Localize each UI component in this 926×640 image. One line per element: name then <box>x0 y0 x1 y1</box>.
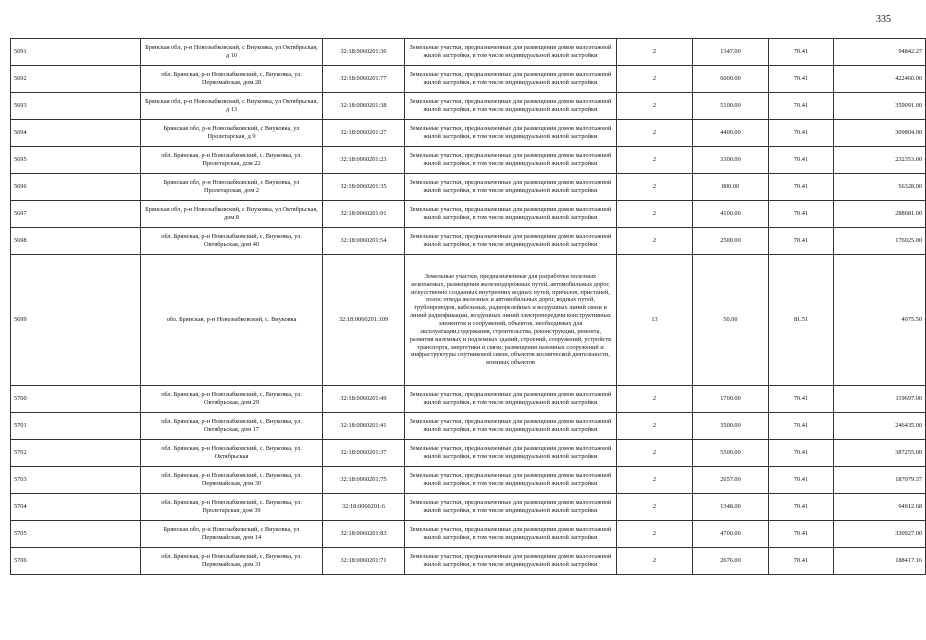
table-row <box>11 440 926 467</box>
row-number-cell: 5699 <box>11 255 141 386</box>
cadastral-number-cell: 32:18:0060201:49 <box>323 386 405 413</box>
address-cell: обл. Брянская, р-н Новозыбковский, с. Внуковка, ул. Первомайская, дом 30 <box>141 467 323 494</box>
row-number-cell: 5697 <box>11 201 141 228</box>
area-cell: 3500.00 <box>693 413 769 440</box>
address-cell: обл. Брянская, р-н Новозыбковский, с. Внуковка <box>141 255 323 386</box>
area-cell: 1347.00 <box>693 39 769 66</box>
address-cell: Брянская обл, р-н Новозыбковский, с Внуковка, ул Пролетарская, д 9 <box>141 120 323 147</box>
table-row <box>11 93 926 120</box>
row-number-cell: 5701 <box>11 413 141 440</box>
cadastral-value-cell: 232353.00 <box>834 147 926 174</box>
table-row <box>11 521 926 548</box>
use-category-cell: 2 <box>617 386 693 413</box>
area-cell: 6000.00 <box>693 66 769 93</box>
area-cell: 1700.00 <box>693 386 769 413</box>
address-cell: Брянская обл, р-н Новозыбковский, с Внуковка, ул Первомайская, дом 14 <box>141 521 323 548</box>
cadastral-value-cell: 4075.50 <box>834 255 926 386</box>
table-row <box>11 467 926 494</box>
cadastral-number-cell: 32:18:0060201:37 <box>323 440 405 467</box>
specific-value-cell: 70.41 <box>769 386 834 413</box>
cadastral-number-cell: 32:18:0060201:27 <box>323 120 405 147</box>
table-row <box>11 147 926 174</box>
specific-value-cell: 70.41 <box>769 201 834 228</box>
use-category-cell: 2 <box>617 494 693 521</box>
cadastral-value-cell: 309804.00 <box>834 120 926 147</box>
row-number-cell: 5700 <box>11 386 141 413</box>
specific-value-cell: 70.41 <box>769 93 834 120</box>
table-row <box>11 66 926 93</box>
use-category-cell: 2 <box>617 440 693 467</box>
table-body <box>11 39 926 575</box>
cadastral-value-cell: 94842.27 <box>834 39 926 66</box>
cadastral-number-cell: 32:18:0060201:83 <box>323 521 405 548</box>
cadastral-value-cell: 176025.00 <box>834 228 926 255</box>
land-use-cell: Земельные участки, предназначенные для размещения домов малоэтажной жилой застройки, в том числе индивидуальной жилой застройки <box>405 386 617 413</box>
cadastral-number-cell: 32:18:0060201:75 <box>323 467 405 494</box>
area-cell: 4400.00 <box>693 120 769 147</box>
address-cell: обл. Брянская, р-н Новозыбковский, с. Внуковка, ул. Октябрьская, дом 40 <box>141 228 323 255</box>
use-category-cell: 2 <box>617 228 693 255</box>
land-use-cell: Земельные участки, предназначенные для размещения домов малоэтажной жилой застройки, в том числе индивидуальной жилой застройки <box>405 147 617 174</box>
area-cell: 3300.00 <box>693 147 769 174</box>
land-use-cell: Земельные участки, предназначенные для размещения домов малоэтажной жилой застройки, в том числе индивидуальной жилой застройки <box>405 413 617 440</box>
table-row <box>11 174 926 201</box>
specific-value-cell: 70.41 <box>769 120 834 147</box>
area-cell: 50.00 <box>693 255 769 386</box>
cadastral-value-cell: 288681.00 <box>834 201 926 228</box>
row-number-cell: 5702 <box>11 440 141 467</box>
cadastral-value-cell: 56328.00 <box>834 174 926 201</box>
cadastral-value-cell: 188417.16 <box>834 548 926 575</box>
land-use-cell: Земельные участки, предназначенные для размещения домов малоэтажной жилой застройки, в том числе индивидуальной жилой застройки <box>405 548 617 575</box>
cadastral-value-cell: 187079.37 <box>834 467 926 494</box>
use-category-cell: 2 <box>617 174 693 201</box>
cadastral-value-cell: 330927.00 <box>834 521 926 548</box>
table-row <box>11 548 926 575</box>
land-use-cell: Земельные участки, предназначенные для размещения домов малоэтажной жилой застройки, в том числе индивидуальной жилой застройки <box>405 494 617 521</box>
area-cell: 2676.00 <box>693 548 769 575</box>
specific-value-cell: 70.41 <box>769 440 834 467</box>
table-row <box>11 228 926 255</box>
row-number-cell: 5706 <box>11 548 141 575</box>
area-cell: 4100.00 <box>693 201 769 228</box>
table-row <box>11 494 926 521</box>
specific-value-cell: 81.51 <box>769 255 834 386</box>
address-cell: обл. Брянская, р-н Новозыбковский, с. Внуковка, ул. Октябрьская, дом 17 <box>141 413 323 440</box>
land-use-cell: Земельные участки, предназначенные для размещения домов малоэтажной жилой застройки, в том числе индивидуальной жилой застройки <box>405 201 617 228</box>
area-cell: 2657.00 <box>693 467 769 494</box>
table-row <box>11 39 926 66</box>
use-category-cell: 2 <box>617 120 693 147</box>
use-category-cell: 2 <box>617 413 693 440</box>
cadastral-value-cell: 387255.00 <box>834 440 926 467</box>
address-cell: Брянская обл, р-н Новозыбковский, с Внуковка, ул Октябрьская, д 10 <box>141 39 323 66</box>
cadastral-value-cell: 422460.00 <box>834 66 926 93</box>
specific-value-cell: 70.41 <box>769 548 834 575</box>
specific-value-cell: 70.41 <box>769 66 834 93</box>
use-category-cell: 13 <box>617 255 693 386</box>
address-cell: обл. Брянская, р-н Новозыбковский, с. Внуковка, ул. Первомайская, дом 31 <box>141 548 323 575</box>
use-category-cell: 2 <box>617 93 693 120</box>
land-use-cell: Земельные участки, предназначенные для размещения домов малоэтажной жилой застройки, в том числе индивидуальной жилой застройки <box>405 174 617 201</box>
cadastral-number-cell: 32:18:0060201:109 <box>323 255 405 386</box>
address-cell: Брянская обл, р-н Новозыбковский, с Внуковка, ул Октябрьская, дом 8 <box>141 201 323 228</box>
table-row <box>11 413 926 440</box>
table-row <box>11 120 926 147</box>
cadastral-number-cell: 32:18:0060201:36 <box>323 39 405 66</box>
row-number-cell: 5694 <box>11 120 141 147</box>
land-use-cell: Земельные участки, предназначенные для размещения домов малоэтажной жилой застройки, в том числе индивидуальной жилой застройки <box>405 521 617 548</box>
cadastral-value-cell: 246435.00 <box>834 413 926 440</box>
address-cell: обл. Брянская, р-н Новозыбковский, с. Внуковка, ул. Октябрьская <box>141 440 323 467</box>
land-use-cell: Земельные участки, предназначенные для разработки полезных ископаемых, размещения железнодорожных путей, автомобильных дорог, искусственно созданных внутренних водных путей, причалов, пристаней, полос отвода железных и автомобильных дорог, водных путей, трубопроводов, кабельных, радиорелейных и воздушных линий связи и линий радиофикации, воздушных линий электропередачи конструктивных элементов и сооружений, объектов, необходимых для эксплуатации,содержания, строительства, реконструкции, ремонта, развития наземных и подземных зданий, строений, сооружений, устройств транспорта, энергетики и связи; размещения наземных сооружений и инфраструктуры спутниковой связи, объектов космической деятельности, военных объектов <box>405 255 617 386</box>
cadastral-value-cell: 359091.00 <box>834 93 926 120</box>
table-row <box>11 255 926 386</box>
row-number-cell: 5704 <box>11 494 141 521</box>
cadastral-value-cell: 94912.68 <box>834 494 926 521</box>
use-category-cell: 2 <box>617 467 693 494</box>
specific-value-cell: 70.41 <box>769 228 834 255</box>
area-cell: 800.00 <box>693 174 769 201</box>
row-number-cell: 5695 <box>11 147 141 174</box>
specific-value-cell: 70.41 <box>769 467 834 494</box>
row-number-cell: 5703 <box>11 467 141 494</box>
use-category-cell: 2 <box>617 66 693 93</box>
specific-value-cell: 70.41 <box>769 494 834 521</box>
cadastral-number-cell: 32:18:0060201:71 <box>323 548 405 575</box>
use-category-cell: 2 <box>617 147 693 174</box>
cadastral-number-cell: 32:18:0060201:91 <box>323 201 405 228</box>
land-use-cell: Земельные участки, предназначенные для размещения домов малоэтажной жилой застройки, в том числе индивидуальной жилой застройки <box>405 93 617 120</box>
area-cell: 5100.00 <box>693 93 769 120</box>
land-use-cell: Земельные участки, предназначенные для размещения домов малоэтажной жилой застройки, в том числе индивидуальной жилой застройки <box>405 120 617 147</box>
use-category-cell: 2 <box>617 39 693 66</box>
land-use-cell: Земельные участки, предназначенные для размещения домов малоэтажной жилой застройки, в том числе индивидуальной жилой застройки <box>405 39 617 66</box>
address-cell: обл. Брянская, р-н Новозыбковский, с. Внуковка, ул. Пролетарская, дом 39 <box>141 494 323 521</box>
land-use-cell: Земельные участки, предназначенные для размещения домов малоэтажной жилой застройки, в том числе индивидуальной жилой застройки <box>405 467 617 494</box>
cadastral-number-cell: 32:18:0060201:6 <box>323 494 405 521</box>
row-number-cell: 5696 <box>11 174 141 201</box>
table-row <box>11 386 926 413</box>
specific-value-cell: 70.41 <box>769 521 834 548</box>
cadastral-value-cell: 119697.00 <box>834 386 926 413</box>
land-use-cell: Земельные участки, предназначенные для размещения домов малоэтажной жилой застройки, в том числе индивидуальной жилой застройки <box>405 440 617 467</box>
cadastral-number-cell: 32:18:0060201:23 <box>323 147 405 174</box>
area-cell: 5500.00 <box>693 440 769 467</box>
row-number-cell: 5698 <box>11 228 141 255</box>
land-use-cell: Земельные участки, предназначенные для размещения домов малоэтажной жилой застройки, в том числе индивидуальной жилой застройки <box>405 66 617 93</box>
area-cell: 1348.00 <box>693 494 769 521</box>
table-row <box>11 201 926 228</box>
address-cell: Брянская обл, р-н Новозыбковский, с Внуковка, ул Пролетарская, дом 2 <box>141 174 323 201</box>
use-category-cell: 2 <box>617 548 693 575</box>
row-number-cell: 5705 <box>11 521 141 548</box>
specific-value-cell: 70.41 <box>769 39 834 66</box>
page-number: 335 <box>876 14 891 25</box>
cadastral-number-cell: 32:18:0060201:77 <box>323 66 405 93</box>
address-cell: Брянская обл, р-н Новозыбковский, с Внуковка, ул Октябрьская, д 13 <box>141 93 323 120</box>
cadastral-number-cell: 32:18:0060201:54 <box>323 228 405 255</box>
cadastral-number-cell: 32:18:0060201:41 <box>323 413 405 440</box>
use-category-cell: 2 <box>617 201 693 228</box>
land-registry-table <box>10 38 926 575</box>
area-cell: 4700.00 <box>693 521 769 548</box>
land-use-cell: Земельные участки, предназначенные для размещения домов малоэтажной жилой застройки, в том числе индивидуальной жилой застройки <box>405 228 617 255</box>
row-number-cell: 5691 <box>11 39 141 66</box>
address-cell: обл. Брянская, р-н Новозыбковский, с. Внуковка, ул. Пролетарская, дом 22 <box>141 147 323 174</box>
use-category-cell: 2 <box>617 521 693 548</box>
cadastral-number-cell: 32:18:0060201:35 <box>323 174 405 201</box>
area-cell: 2500.00 <box>693 228 769 255</box>
address-cell: обл. Брянская, р-н Новозыбковский, с. Внуковка, ул. Первомайская, дом 28 <box>141 66 323 93</box>
specific-value-cell: 70.41 <box>769 147 834 174</box>
specific-value-cell: 70.41 <box>769 174 834 201</box>
row-number-cell: 5693 <box>11 93 141 120</box>
address-cell: обл. Брянская, р-н Новозыбковский, с. Внуковка, ул. Октябрьская, дом 29 <box>141 386 323 413</box>
row-number-cell: 5692 <box>11 66 141 93</box>
cadastral-number-cell: 32:18:0060201:38 <box>323 93 405 120</box>
specific-value-cell: 70.41 <box>769 413 834 440</box>
